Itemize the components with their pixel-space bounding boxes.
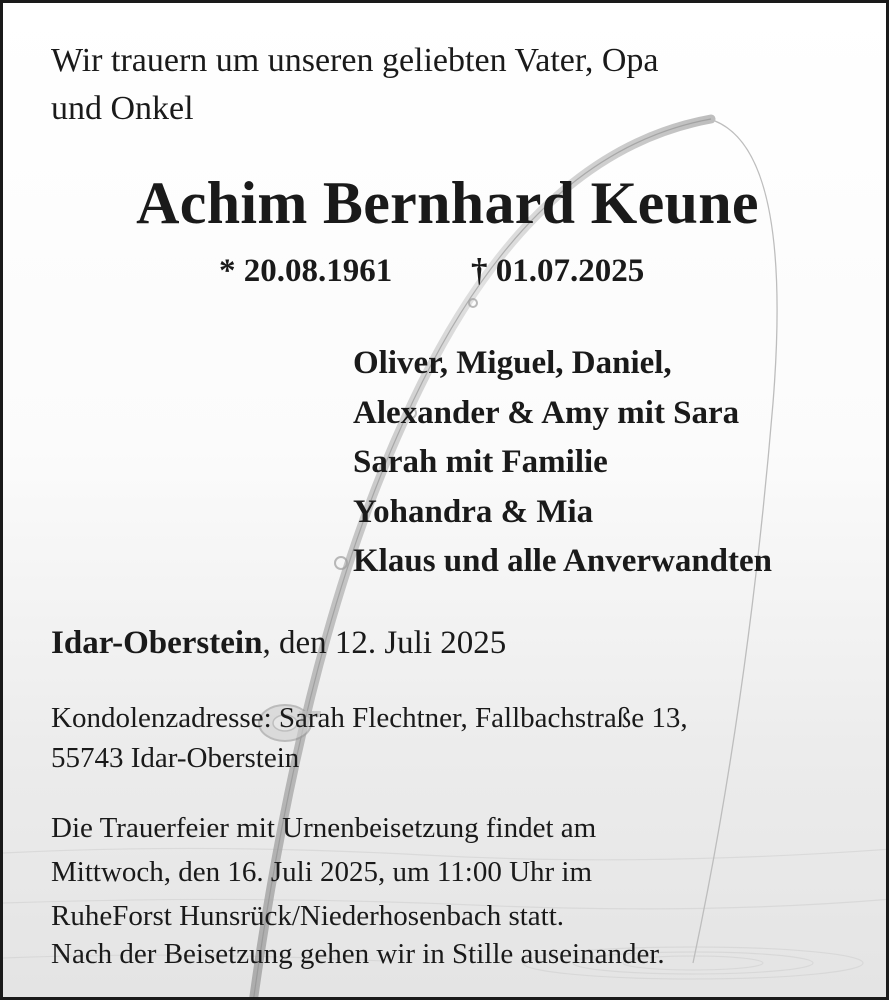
mourner-line: Oliver, Miguel, Daniel, xyxy=(353,345,672,381)
condolence-line-2: 55743 Idar-Oberstein xyxy=(51,742,300,774)
deceased-name: Achim Bernhard Keune xyxy=(136,170,759,236)
intro-text xyxy=(51,37,658,133)
closing-line: Nach der Beisetzung gehen wir in Stille auseinander. xyxy=(51,938,665,970)
ceremony-info xyxy=(51,806,596,938)
date-text: , den 12. Juli 2025 xyxy=(262,625,507,661)
condolence-line-1: Kondolenzadresse: Sarah Flechtner, Fallbachstraße 13, xyxy=(51,702,688,734)
mourner-line: Klaus und alle Anverwandten xyxy=(353,543,773,579)
mourner-line: Sarah mit Familie xyxy=(353,444,608,480)
death-date: † 01.07.2025 xyxy=(471,253,645,289)
intro-line-1: Wir trauern um unseren geliebten Vater, Opa xyxy=(51,42,659,79)
intro-line-2: und Onkel xyxy=(51,90,194,127)
birth-date: * 20.08.1961 xyxy=(219,253,393,289)
place-name: Idar-Oberstein xyxy=(51,625,263,661)
mourner-line: Yohandra & Mia xyxy=(353,493,594,530)
ceremony-line-2: Mittwoch, den 16. Juli 2025, um 11:00 Uhr im xyxy=(51,856,593,888)
mourners-list xyxy=(353,339,772,587)
condolence-address xyxy=(51,698,688,778)
place-date-line xyxy=(51,625,506,662)
mourner-line: Alexander & Amy mit Sara xyxy=(353,394,740,431)
ceremony-line-3: RuheForst Hunsrück/Niederhosenbach statt. xyxy=(51,900,565,932)
ceremony-line-1: Die Trauerfeier mit Urnenbeisetzung findet am xyxy=(51,812,597,844)
